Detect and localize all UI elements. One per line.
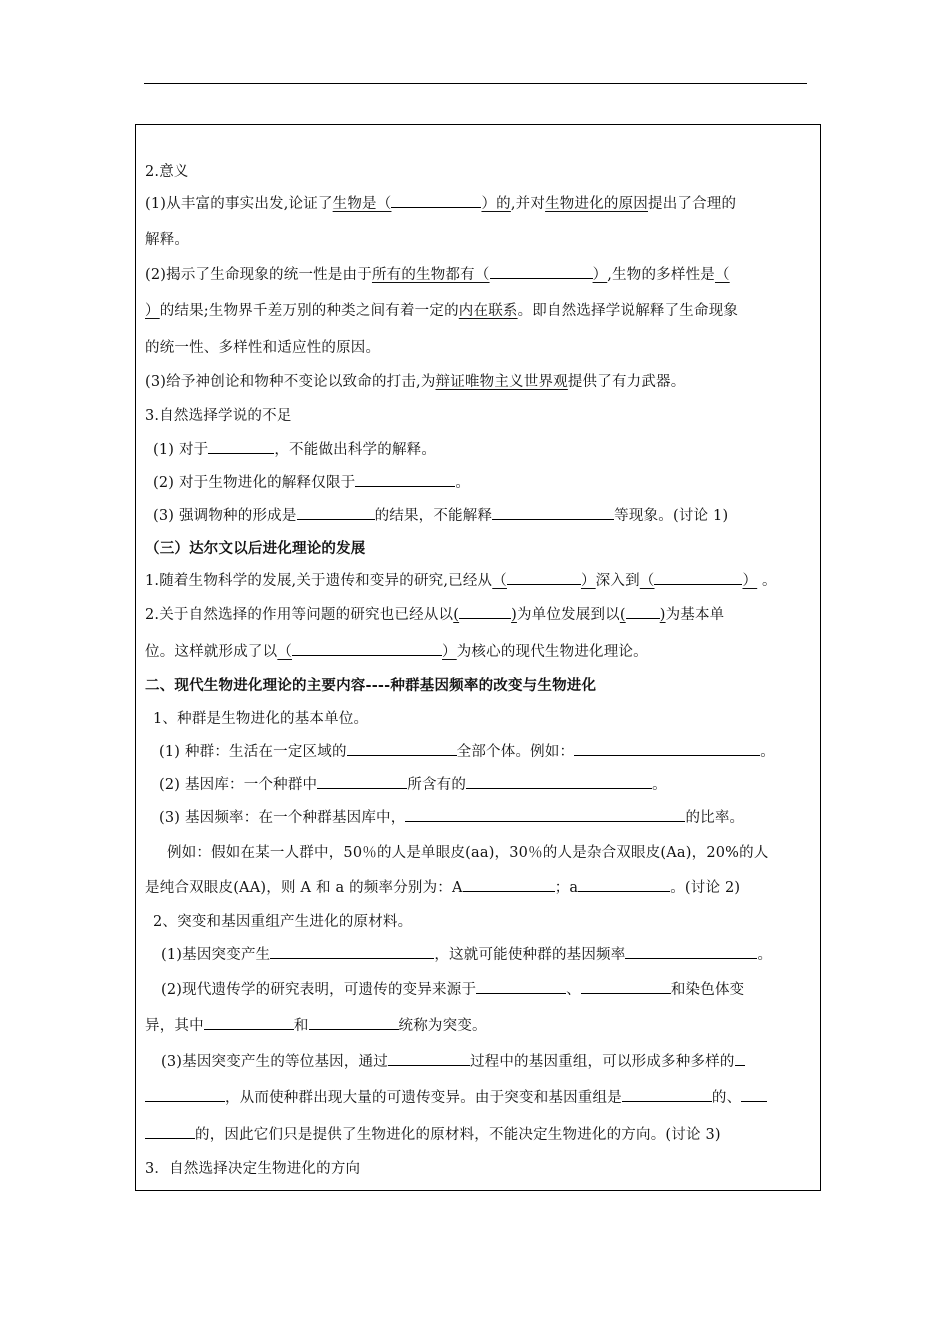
modern-s2-item-2-cont: 异，其中 和 统称为突变。 — [145, 1014, 487, 1038]
blank[interactable] — [574, 740, 760, 756]
development-heading: （三）达尔文以后进化理论的发展 — [145, 540, 366, 557]
blank[interactable] — [490, 263, 593, 279]
blank[interactable] — [654, 569, 742, 585]
meaning-point-2-end: 的统一性、多样性和适应性的原因。 — [145, 340, 381, 356]
blank[interactable] — [388, 1050, 470, 1066]
blank[interactable] — [625, 943, 757, 959]
modern-s2-item-2: (2)现代遗传学的研究表明，可遗传的变异来源于 、 和染色体变 — [161, 978, 744, 1002]
modern-s2-item-3: (3)基因突变产生的等位基因，通过 过程中的基因重组，可以形成多种多样的 — [161, 1050, 745, 1074]
blank[interactable] — [476, 978, 566, 994]
modern-section-3: 3．自然选择决定生物进化的方向 — [145, 1161, 361, 1177]
meaning-point-1-cont: 解释。 — [145, 232, 190, 248]
blank[interactable] — [507, 569, 581, 585]
blank[interactable] — [309, 1014, 399, 1030]
development-point-2: 2.关于自然选择的作用等问题的研究也已经从以( )为单位发展到以( )为基本单 — [145, 603, 724, 627]
meaning-point-3: (3)给予神创论和物种不变论以致命的打击,为辩证唯物主义世界观提供了有力武器。 — [145, 374, 686, 390]
modern-s1-item-2: (2) 基因库：一个种群中 所含有的 。 — [159, 773, 667, 797]
modern-s2-item-1: (1)基因突变产生 ，这就可能使种群的基因频率 。 — [161, 943, 772, 967]
modern-heading: 二、现代生物进化理论的主要内容----种群基因频率的改变与生物进化 — [145, 677, 597, 694]
modern-s2-item-3-end: 的，因此它们只是提供了生物进化的原材料，不能决定生物进化的方向。(讨论 3) — [145, 1123, 721, 1147]
meaning-point-2: (2)揭示了生命现象的统一性是由于所有的生物都有（ ）,生物的多样性是（ — [145, 263, 730, 287]
modern-s1-item-1: (1) 种群：生活在一定区域的 全部个体。例如： 。 — [159, 740, 775, 764]
blank[interactable] — [741, 1086, 767, 1102]
meaning-heading: 2.意义 — [145, 164, 189, 180]
development-point-2-cont: 位。这样就形成了以（ ）为核心的现代生物进化理论。 — [145, 640, 648, 664]
blank[interactable] — [347, 740, 457, 756]
blank[interactable] — [317, 773, 407, 789]
shortcoming-heading: 3.自然选择学说的不足 — [145, 408, 292, 424]
shortcoming-item-3: (3) 强调物种的形成是 的结果，不能解释 等现象。(讨论 1) — [153, 504, 728, 528]
modern-section-2: 2、突变和基因重组产生进化的原材料。 — [153, 914, 413, 930]
blank[interactable] — [459, 603, 511, 619]
blank[interactable] — [466, 773, 652, 789]
blank[interactable] — [405, 806, 685, 822]
blank[interactable] — [297, 504, 375, 520]
development-point-1: 1.随着生物科学的发展,关于遗传和变异的研究,已经从（ ）深入到（ ） 。 — [145, 569, 777, 593]
blank[interactable] — [735, 1050, 745, 1066]
blank[interactable] — [270, 943, 434, 959]
blank[interactable] — [355, 471, 455, 487]
blank[interactable] — [204, 1014, 294, 1030]
blank[interactable] — [626, 603, 660, 619]
shortcoming-item-1: (1) 对于 ，不能做出科学的解释。 — [153, 438, 436, 462]
example-line-2: 是纯合双眼皮(AA)，则 A 和 a 的频率分别为：A ；a 。(讨论 2) — [145, 876, 740, 900]
modern-s1-item-3: (3) 基因频率：在一个种群基因库中， 的比率。 — [159, 806, 744, 830]
blank[interactable] — [145, 1086, 225, 1102]
blank[interactable] — [578, 876, 670, 892]
blank[interactable] — [391, 192, 481, 208]
header-rule — [144, 83, 807, 84]
blank[interactable] — [208, 438, 274, 454]
blank[interactable] — [581, 978, 671, 994]
meaning-point-2-cont: ）的结果;生物界千差万别的种类之间有着一定的内在联系。即自然选择学说解释了生命现象 — [145, 303, 739, 319]
blank[interactable] — [463, 876, 555, 892]
blank[interactable] — [292, 640, 442, 656]
shortcoming-item-2: (2) 对于生物进化的解释仅限于 。 — [153, 471, 470, 495]
blank[interactable] — [622, 1086, 712, 1102]
example-line-1: 例如：假如在某一人群中，50％的人是单眼皮(aa)，30％的人是杂合双眼皮(Aa)，20%的人 — [167, 845, 769, 861]
blank[interactable] — [145, 1123, 195, 1139]
modern-section-1: 1、种群是生物进化的基本单位。 — [153, 711, 369, 727]
blank[interactable] — [492, 504, 614, 520]
meaning-point-1: (1)从丰富的事实出发,论证了生物是（ ）的,并对生物进化的原因提出了合理的 — [145, 192, 736, 216]
modern-s2-item-3-cont: ，从而使种群出现大量的可遗传变异。由于突变和基因重组是 的、 — [145, 1086, 767, 1110]
